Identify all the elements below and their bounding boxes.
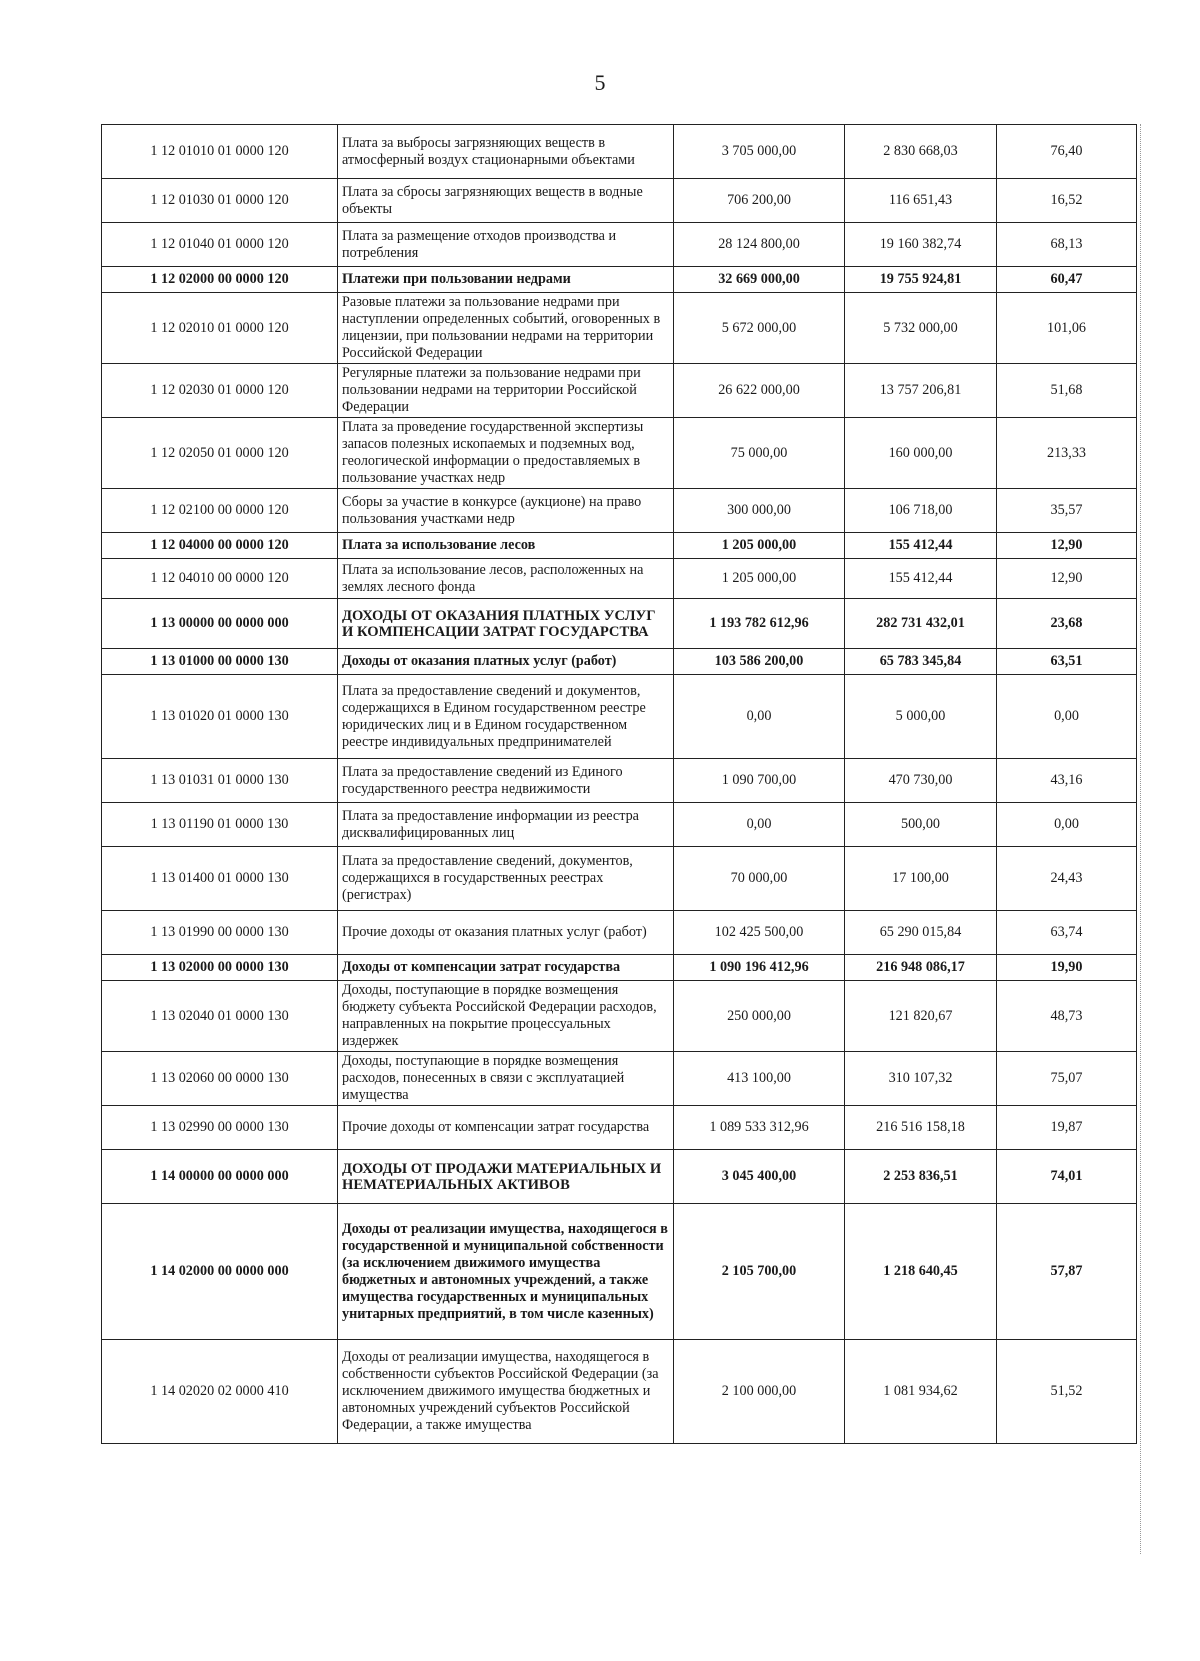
budget-code-cell: 1 13 02040 01 0000 130 [102,981,338,1052]
revenue-name-cell: Доходы от оказания платных услуг (работ) [338,649,674,675]
table-row [102,418,1137,489]
revenue-name-cell: Прочие доходы от компенсации затрат государства [338,1106,674,1150]
page-number: 5 [594,70,606,95]
plan-amount-cell: 28 124 800,00 [674,223,845,267]
table-row [102,803,1137,847]
table-row [102,1106,1137,1150]
table-row [102,847,1137,911]
table-row [102,1052,1137,1106]
revenue-name-cell: Плата за предоставление сведений и документов, содержащихся в Едином государственном реестре юридических лиц и в Едином государственном реестре индивидуальных предпринимателей [338,675,674,759]
actual-amount-cell: 106 718,00 [845,489,997,533]
plan-amount-cell: 5 672 000,00 [674,293,845,364]
actual-amount-cell: 2 830 668,03 [845,125,997,179]
table-row [102,759,1137,803]
revenue-name-cell: Разовые платежи за пользование недрами при наступлении определенных событий, оговоренных в лицензии, при пользовании недрами на территории Российской Федерации [338,293,674,364]
table-row [102,649,1137,675]
execution-percent-cell: 63,51 [997,649,1137,675]
budget-code-cell: 1 12 02100 00 0000 120 [102,489,338,533]
execution-percent-cell: 24,43 [997,847,1137,911]
revenue-name-cell: Доходы от реализации имущества, находящегося в государственной и муниципальной собственности (за исключением движимого имущества бюджетных и автономных учреждений, а также имущества государственных и муниципальных унитарных предприятий, в том числе казенных) [338,1204,674,1340]
execution-percent-cell: 23,68 [997,599,1137,649]
revenue-name-cell: Доходы от реализации имущества, находящегося в собственности субъектов Российской Федерации (за исключением движимого имущества бюджетных и автономных учреждений субъектов Российской Федерации, а также имущества [338,1340,674,1444]
execution-percent-cell: 63,74 [997,911,1137,955]
budget-code-cell: 1 13 01000 00 0000 130 [102,649,338,675]
budget-code-cell: 1 13 02060 00 0000 130 [102,1052,338,1106]
table-row [102,1150,1137,1204]
plan-amount-cell: 102 425 500,00 [674,911,845,955]
actual-amount-cell: 216 516 158,18 [845,1106,997,1150]
budget-code-cell: 1 14 02020 02 0000 410 [102,1340,338,1444]
budget-code-cell: 1 13 01031 01 0000 130 [102,759,338,803]
execution-percent-cell: 75,07 [997,1052,1137,1106]
revenue-name-cell: Плата за использование лесов [338,533,674,559]
plan-amount-cell: 1 089 533 312,96 [674,1106,845,1150]
execution-percent-cell: 12,90 [997,559,1137,599]
execution-percent-cell: 101,06 [997,293,1137,364]
revenue-name-cell: ДОХОДЫ ОТ ОКАЗАНИЯ ПЛАТНЫХ УСЛУГ И КОМПЕНСАЦИИ ЗАТРАТ ГОСУДАРСТВА [338,599,674,649]
revenue-name-cell: Плата за сбросы загрязняющих веществ в водные объекты [338,179,674,223]
budget-code-cell: 1 12 01030 01 0000 120 [102,179,338,223]
budget-code-cell: 1 13 02000 00 0000 130 [102,955,338,981]
execution-percent-cell: 48,73 [997,981,1137,1052]
scan-edge-marks [1140,124,1145,1554]
execution-percent-cell: 16,52 [997,179,1137,223]
budget-code-cell: 1 13 01020 01 0000 130 [102,675,338,759]
actual-amount-cell: 5 000,00 [845,675,997,759]
budget-code-cell: 1 14 00000 00 0000 000 [102,1150,338,1204]
actual-amount-cell: 116 651,43 [845,179,997,223]
actual-amount-cell: 121 820,67 [845,981,997,1052]
plan-amount-cell: 300 000,00 [674,489,845,533]
revenue-name-cell: Плата за использование лесов, расположенных на землях лесного фонда [338,559,674,599]
budget-code-cell: 1 13 00000 00 0000 000 [102,599,338,649]
table-row [102,911,1137,955]
actual-amount-cell: 155 412,44 [845,559,997,599]
execution-percent-cell: 51,68 [997,364,1137,418]
actual-amount-cell: 13 757 206,81 [845,364,997,418]
actual-amount-cell: 19 755 924,81 [845,267,997,293]
plan-amount-cell: 75 000,00 [674,418,845,489]
budget-code-cell: 1 12 02050 01 0000 120 [102,418,338,489]
plan-amount-cell: 1 090 700,00 [674,759,845,803]
plan-amount-cell: 0,00 [674,803,845,847]
table-row [102,489,1137,533]
budget-code-cell: 1 12 01040 01 0000 120 [102,223,338,267]
budget-code-cell: 1 13 01400 01 0000 130 [102,847,338,911]
plan-amount-cell: 2 100 000,00 [674,1340,845,1444]
plan-amount-cell: 1 193 782 612,96 [674,599,845,649]
revenue-name-cell: Прочие доходы от оказания платных услуг (работ) [338,911,674,955]
execution-percent-cell: 57,87 [997,1204,1137,1340]
actual-amount-cell: 19 160 382,74 [845,223,997,267]
actual-amount-cell: 282 731 432,01 [845,599,997,649]
revenue-name-cell: Платежи при пользовании недрами [338,267,674,293]
plan-amount-cell: 70 000,00 [674,847,845,911]
execution-percent-cell: 74,01 [997,1150,1137,1204]
table-row [102,364,1137,418]
revenue-name-cell: Плата за предоставление информации из реестра дисквалифицированных лиц [338,803,674,847]
revenue-name-cell: Плата за размещение отходов производства и потребления [338,223,674,267]
table-row [102,267,1137,293]
table-row [102,179,1137,223]
actual-amount-cell: 65 783 345,84 [845,649,997,675]
execution-percent-cell: 0,00 [997,803,1137,847]
execution-percent-cell: 19,87 [997,1106,1137,1150]
table-row [102,1204,1137,1340]
revenue-name-cell: ДОХОДЫ ОТ ПРОДАЖИ МАТЕРИАЛЬНЫХ И НЕМАТЕРИАЛЬНЫХ АКТИВОВ [338,1150,674,1204]
budget-code-cell: 1 12 02030 01 0000 120 [102,364,338,418]
execution-percent-cell: 60,47 [997,267,1137,293]
actual-amount-cell: 160 000,00 [845,418,997,489]
revenue-name-cell: Доходы, поступающие в порядке возмещения расходов, понесенных в связи с эксплуатацией имущества [338,1052,674,1106]
execution-percent-cell: 12,90 [997,533,1137,559]
plan-amount-cell: 3 045 400,00 [674,1150,845,1204]
plan-amount-cell: 2 105 700,00 [674,1204,845,1340]
plan-amount-cell: 0,00 [674,675,845,759]
budget-code-cell: 1 13 01190 01 0000 130 [102,803,338,847]
revenue-name-cell: Плата за проведение государственной экспертизы запасов полезных ископаемых и подземных вод, геологической информации о предоставляемых в пользование участках недр [338,418,674,489]
table-row [102,955,1137,981]
actual-amount-cell: 1 218 640,45 [845,1204,997,1340]
table-row [102,223,1137,267]
plan-amount-cell: 26 622 000,00 [674,364,845,418]
budget-code-cell: 1 12 02000 00 0000 120 [102,267,338,293]
plan-amount-cell: 3 705 000,00 [674,125,845,179]
execution-percent-cell: 19,90 [997,955,1137,981]
table-row [102,125,1137,179]
plan-amount-cell: 1 205 000,00 [674,559,845,599]
execution-percent-cell: 76,40 [997,125,1137,179]
actual-amount-cell: 310 107,32 [845,1052,997,1106]
execution-percent-cell: 51,52 [997,1340,1137,1444]
execution-percent-cell: 0,00 [997,675,1137,759]
actual-amount-cell: 500,00 [845,803,997,847]
actual-amount-cell: 65 290 015,84 [845,911,997,955]
table-row [102,981,1137,1052]
plan-amount-cell: 103 586 200,00 [674,649,845,675]
revenue-name-cell: Сборы за участие в конкурсе (аукционе) на право пользования участками недр [338,489,674,533]
actual-amount-cell: 2 253 836,51 [845,1150,997,1204]
table-row [102,675,1137,759]
revenue-name-cell: Регулярные платежи за пользование недрами при пользовании недрами на территории Российской Федерации [338,364,674,418]
budget-code-cell: 1 13 02990 00 0000 130 [102,1106,338,1150]
plan-amount-cell: 413 100,00 [674,1052,845,1106]
table-row [102,293,1137,364]
table-row [102,533,1137,559]
plan-amount-cell: 1 090 196 412,96 [674,955,845,981]
budget-code-cell: 1 12 04010 00 0000 120 [102,559,338,599]
execution-percent-cell: 68,13 [997,223,1137,267]
revenue-name-cell: Плата за предоставление сведений из Единого государственного реестра недвижимости [338,759,674,803]
budget-code-cell: 1 12 01010 01 0000 120 [102,125,338,179]
revenue-name-cell: Плата за предоставление сведений, документов, содержащихся в государственных реестрах (регистрах) [338,847,674,911]
actual-amount-cell: 216 948 086,17 [845,955,997,981]
table-row [102,599,1137,649]
plan-amount-cell: 250 000,00 [674,981,845,1052]
budget-code-cell: 1 13 01990 00 0000 130 [102,911,338,955]
actual-amount-cell: 1 081 934,62 [845,1340,997,1444]
revenue-name-cell: Плата за выбросы загрязняющих веществ в атмосферный воздух стационарными объектами [338,125,674,179]
execution-percent-cell: 43,16 [997,759,1137,803]
budget-code-cell: 1 14 02000 00 0000 000 [102,1204,338,1340]
plan-amount-cell: 1 205 000,00 [674,533,845,559]
table-row [102,559,1137,599]
execution-percent-cell: 35,57 [997,489,1137,533]
revenue-name-cell: Доходы от компенсации затрат государства [338,955,674,981]
plan-amount-cell: 32 669 000,00 [674,267,845,293]
actual-amount-cell: 17 100,00 [845,847,997,911]
actual-amount-cell: 470 730,00 [845,759,997,803]
budget-code-cell: 1 12 02010 01 0000 120 [102,293,338,364]
revenue-name-cell: Доходы, поступающие в порядке возмещения бюджету субъекта Российской Федерации расходов, направленных на покрытие процессуальных издержек [338,981,674,1052]
actual-amount-cell: 155 412,44 [845,533,997,559]
actual-amount-cell: 5 732 000,00 [845,293,997,364]
table-row [102,1340,1137,1444]
execution-percent-cell: 213,33 [997,418,1137,489]
budget-code-cell: 1 12 04000 00 0000 120 [102,533,338,559]
budget-revenue-table [101,124,1137,1444]
plan-amount-cell: 706 200,00 [674,179,845,223]
